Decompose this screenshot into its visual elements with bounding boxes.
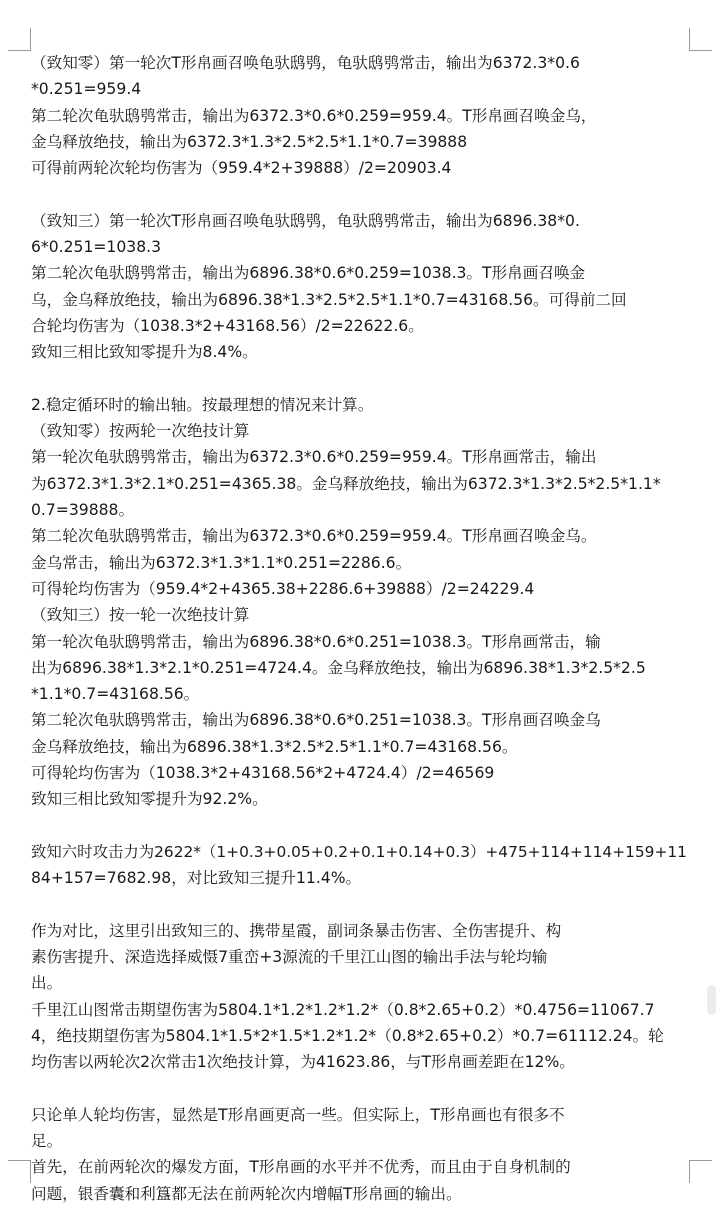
- text-line: 问题，银香囊和利簋都无法在前两轮次内增幅T形帛画的输出。: [31, 1184, 462, 1203]
- text-line: 致知三相比致知零提升为92.2%。: [31, 790, 268, 809]
- text-line: 84+157=7682.98，对比致知三提升11.4%。: [31, 869, 362, 888]
- text-line: 乌，金乌释放绝技，输出为6896.38*1.3*2.5*2.5*1.1*0.7=43168.56。可得前二回: [31, 290, 627, 309]
- text-line: （致知零）按两轮一次绝技计算: [31, 422, 250, 441]
- text-line: 0.7=39888。: [31, 501, 135, 520]
- text-line: 为6372.3*1.3*2.1*0.251=4365.38。金乌释放绝技，输出为6372.3*1.3*2.5*2.5*1.1*: [31, 474, 661, 493]
- document-body: [31, 50, 693, 1207]
- text-line: 足。: [31, 1132, 63, 1151]
- text-line: 均伤害以两轮次2次常击1次绝技计算，为41623.86，与T形帛画差距在12%。: [31, 1053, 575, 1072]
- text-line: （致知零）第一轮次T形帛画召唤龟驮鸱鸮，龟驮鸱鸮常击，输出为6372.3*0.6: [31, 54, 580, 72]
- blank-line: [31, 813, 693, 839]
- text-line: （致知三）第一轮次T形帛画召唤龟驮鸱鸮，龟驮鸱鸮常击，输出为6896.38*0.: [31, 211, 580, 230]
- blank-line: [31, 366, 693, 392]
- text-line: 金乌释放绝技，输出为6896.38*1.3*2.5*2.5*1.1*0.7=43168.56。: [31, 737, 518, 756]
- text-line: 第一轮次龟驮鸱鸮常击，输出为6372.3*0.6*0.259=959.4。T形帛画常击，输出: [31, 448, 597, 467]
- text-line: *1.1*0.7=43168.56。: [31, 685, 200, 704]
- scroll-handle[interactable]: [707, 985, 716, 1015]
- text-line: 2.稳定循环时的输出轴。按最理想的情况来计算。: [31, 395, 374, 414]
- text-line: 可得轮均伤害为（1038.3*2+43168.56*2+4724.4）/2=46569: [31, 764, 495, 783]
- text-line: 致知三相比致知零提升为8.4%。: [31, 343, 258, 362]
- text-line: 出为6896.38*1.3*2.1*0.251=4724.4。金乌释放绝技，输出为6896.38*1.3*2.5*2.5: [31, 658, 646, 677]
- text-line: （致知三）按一轮一次绝技计算: [31, 606, 250, 625]
- blank-line: [31, 892, 693, 918]
- blank-line: [31, 181, 693, 207]
- text-line: 作为对比，这里引出致知三的、携带星霞，副词条暴击伤害、全伤害提升、构: [31, 921, 562, 940]
- text-line: 4，绝技期望伤害为5804.1*1.5*2*1.5*1.2*1.2*（0.8*2.65+0.2）*0.7=61112.24。轮: [31, 1026, 664, 1045]
- text-line: 金乌释放绝技，输出为6372.3*1.3*2.5*2.5*1.1*0.7=39888: [31, 132, 468, 151]
- text-line: 致知六时攻击力为2622*（1+0.3+0.05+0.2+0.1+0.14+0.3）+475+114+114+159+11: [31, 842, 687, 861]
- text-line: 首先，在前两轮次的爆发方面，T形帛画的水平并不优秀，而且由于自身机制的: [31, 1158, 571, 1177]
- blank-line: [31, 1076, 693, 1102]
- text-line: 可得前两轮次轮均伤害为（959.4*2+39888）/2=20903.4: [31, 159, 452, 178]
- page-corner-mark-top-left: [8, 28, 31, 51]
- text-line: *0.251=959.4: [31, 80, 142, 99]
- text-line: 第二轮次龟驮鸱鸮常击，输出为6896.38*0.6*0.251=1038.3。T形帛画召唤金乌: [31, 711, 601, 730]
- text-line: 合轮均伤害为（1038.3*2+43168.56）/2=22622.6。: [31, 316, 424, 335]
- text-line: 只论单人轮均伤害，显然是T形帛画更高一些。但实际上，T形帛画也有很多不: [31, 1105, 565, 1124]
- page-corner-mark-top-right: [689, 28, 712, 51]
- text-line: 出。: [31, 974, 63, 993]
- page-corner-mark-bottom-left: [8, 1160, 31, 1183]
- text-line: 第二轮次龟驮鸱鸮常击，输出为6372.3*0.6*0.259=959.4。T形帛画召唤金乌，: [31, 106, 597, 125]
- text-line: 金乌常击，输出为6372.3*1.3*1.1*0.251=2286.6。: [31, 553, 412, 572]
- text-line: 第二轮次龟驮鸱鸮常击，输出为6896.38*0.6*0.259=1038.3。T形帛画召唤金: [31, 264, 586, 283]
- text-line: 第一轮次龟驮鸱鸮常击，输出为6896.38*0.6*0.251=1038.3。T形帛画常击，输: [31, 632, 601, 651]
- text-line: 6*0.251=1038.3: [31, 238, 161, 257]
- text-line: 可得轮均伤害为（959.4*2+4365.38+2286.6+39888）/2=24229.4: [31, 579, 535, 598]
- text-line: 素伤害提升、深造选择威慑7重峦+3源流的千里江山图的输出手法与轮均输: [31, 948, 548, 967]
- text-line: 第二轮次龟驮鸱鸮常击，输出为6372.3*0.6*0.259=959.4。T形帛画召唤金乌。: [31, 527, 597, 546]
- text-line: 千里江山图常击期望伤害为5804.1*1.2*1.2*1.2*（0.8*2.65+0.2）*0.4756=11067.7: [31, 1000, 655, 1019]
